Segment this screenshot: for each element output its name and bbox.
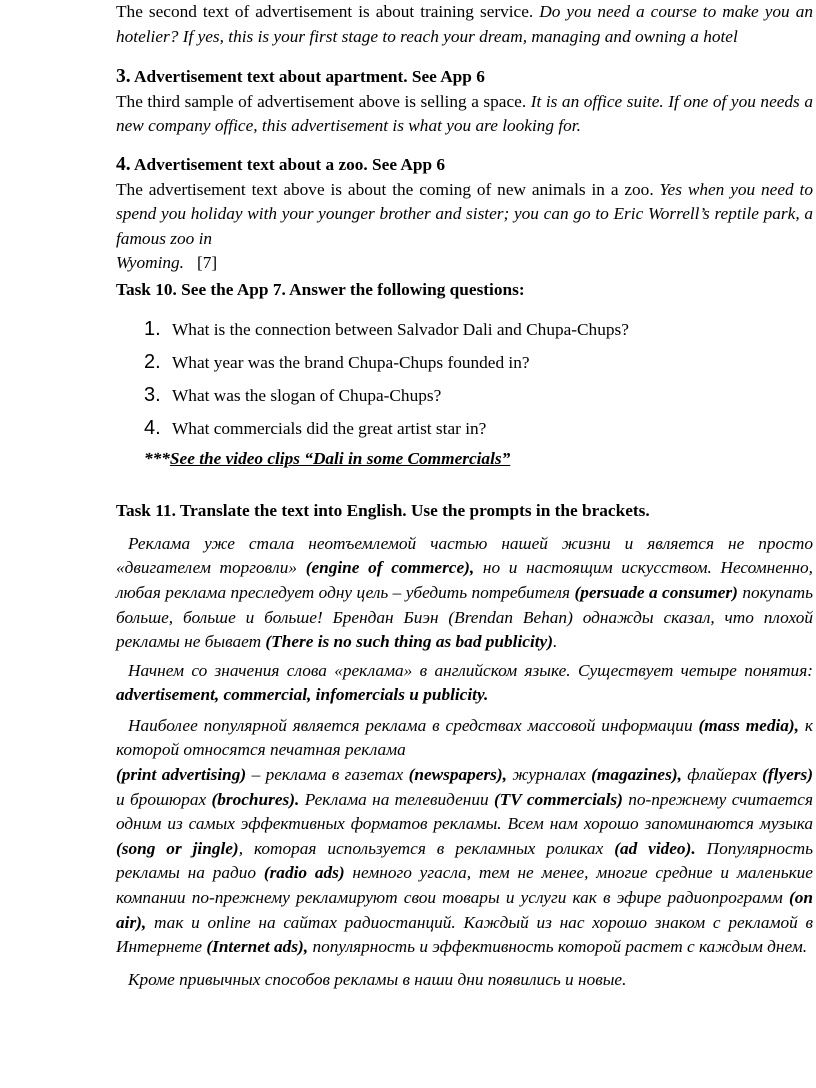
paragraph-zoo: The advertisement text above is about the coming of new animals in a zoo. Yes when you need to spend you holiday with your younger brother and sister; you can go to Eric Worrell’s reptile park, a famous zoo in — [116, 179, 813, 248]
russian-paragraph-3: Наиболее популярной является реклама в средствах массовой информации (mass media), к которой относятся печатная реклама — [116, 715, 813, 760]
task10-title: Task 10. See the App 7. Answer the following questions: — [116, 279, 525, 299]
russian-paragraph-5: Кроме привычных способов рекламы в наши дни появились и новые. — [128, 969, 627, 989]
video-clips-link[interactable]: See the video clips “Dali in some Commercials” — [169, 448, 511, 468]
list-item: 1. What is the connection between Salvador Dali and Chupa-Chups? — [144, 317, 629, 340]
paragraph-apartment: The third sample of advertisement above is selling a space. It is an office suite. If one of you needs a new company office, this advertisement is what you are looking for. — [116, 91, 813, 136]
task10-question-list — [116, 313, 813, 445]
list-item: 4. What commercials did the great artist star in? — [144, 416, 487, 439]
russian-paragraph-4: (print advertising) – реклама в газетах (newspapers), журналах (magazines), флайерах (flyers) и брошюрах (brochures). Реклама на телевидении (TV commercials) по-прежнему считается одним из самых эффективных форматов рекламы. Всем нам хорошо запоминаются музыка (song or jingle), которая используется в рекламных роликах (ad video). Популярность рекламы на радио (radio ads) немного угасла, тем не менее, многие средние и маленькие компании по-прежнему рекламируют свои товары и услуги как в эфире радиопрограмм (on air), так и online на сайтах радиостанций. Каждый из нас хорошо знаком с рекламой в Интернете (Internet ads), популярность и эффективность которой растет с каждым днем. — [116, 765, 813, 957]
heading-apartment: 3. Advertisement text about apartment. See App 6 — [116, 66, 485, 88]
paragraph-zoo-reference: Wyoming. [7] — [116, 253, 218, 273]
paragraph-training-service: The second text of advertisement is about training service. Do you need a course to make you an hotelier? If yes, this is your first stage to reach your dream, managing and owning a hotel — [116, 2, 813, 46]
document-page — [116, 0, 813, 992]
video-clips-note: ***See the video clips “Dali in some Commercials” — [144, 448, 511, 468]
russian-paragraph-2: Начнем со значения слова «реклама» в английском языке. Существует четыре понятия: advertisement, commercial, infomercials и publicity. — [116, 660, 813, 705]
list-item: 2. What year was the brand Chupa-Chups founded in? — [144, 350, 530, 373]
list-item: 3. What was the slogan of Chupa-Chups? — [144, 383, 442, 406]
task11-title: Task 11. Translate the text into English. Use the prompts in the brackets. — [116, 501, 650, 521]
heading-zoo: 4. Advertisement text about a zoo. See App 6 — [116, 153, 446, 175]
russian-paragraph-1: Реклама уже стала неотъемлемой частью нашей жизни и является не просто «двигателем торговли» (engine of commerce), но и настоящим искусством. Несомненно, любая реклама преследует одну цель – убедить потребителя (persuade a consumer) покупать больше, больше и больше! Брендан Биэн (Brendan Behan) однажды сказал, что плохой рекламы не бывает (There is no such thing as bad publicity). — [116, 533, 814, 652]
